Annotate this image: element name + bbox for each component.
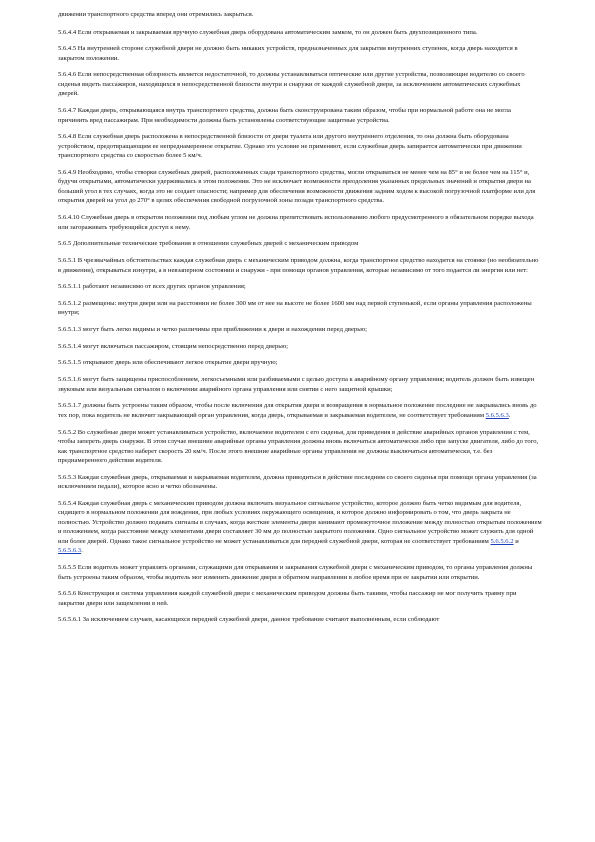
- paragraph-5-6-4-7: 5.6.4.7 Каждая дверь, открывающаяся внутрь транспортного средства, должна быть сконструирована таким образом, чтобы при нормальной работе она не могла причинить вред пассажирам. При необходимости должны быть установлены соответствующие защитные устройства.: [58, 107, 511, 124]
- paragraph-5-6-4-10: 5.6.4.10 Служебная дверь в открытом положении под любым углом не должна препятствовать использованию любого предусмотренного в обязательном порядке выхода или загораживать требующийся доступ к нему.: [58, 214, 534, 231]
- paragraph-5-6-4-5: 5.6.4.5 На внутренней стороне служебной двери не должно быть никаких устройств, предназначенных для закрытия внутренних ступенек, когда дверь находится в закрытом положении.: [58, 45, 518, 62]
- paragraph-5-6-5-1: 5.6.5.1 В чрезвычайных обстоятельствах каждая служебная дверь с механическим приводом должна, когда транспортное средство находится на стоянке (но необязательно в движении), открываться изнутри, а в невзаперном состоянии и снаружи - при помощи органов управления, которые независимо от того подается ли энергия или нет:: [58, 257, 539, 274]
- paragraph-5-6-4-8: 5.6.4.8 Если служебная дверь расположена в непосредственной близости от двери туалета или другого внутреннего отделения, то она должна быть оборудована устройством, предотвращающим ее непреднамеренное открытие. Однако это условие не применяют, если служебная дверь запирается автоматически при движении транспортного средства со скоростью более 5 км/ч.: [58, 133, 522, 160]
- cross-reference-link[interactable]: 5.6.5.6.3: [58, 547, 82, 555]
- paragraph-text: .: [508, 411, 511, 419]
- paragraph-5-6-5-1-6: 5.6.5.1.6 могут быть защищены приспособлением, легкосъемными или разбиваемыми с целью доступа к аварийному органу управления; водитель должен быть извещен звуковым или визуальным сигналом о включении аварийного органа управления или снятии с него защитной крышки;: [58, 376, 535, 393]
- paragraph-5-6-5-1-1: 5.6.5.1.1 работают независимо от всех других органов управления;: [58, 283, 246, 291]
- paragraph-5-6-5-2: 5.6.5.2 Во служебные двери может устанавливаться устройство, включаемое водителем с его сиденья, для приведения в действие аварийных органов управления с тем, чтобы запереть дверь снаружи. В этом случае внешние аварийные органы управления должны вновь включаться автоматически либо при запуске двигателя, либо до того, как транспортное средство наберет скорость 20 км/ч. После этого внешние аварийные органы управления не должны выключаться автоматически, т.е. без преднамеренного действия водителя.: [58, 428, 539, 464]
- paragraph-5-6-5-4: [58, 499, 542, 556]
- paragraph-5-6-5-1-4: 5.6.5.1.4 могут включаться пассажиром, стоящим непосредственно перед дверью;: [58, 342, 288, 350]
- paragraph-text: .: [81, 547, 83, 555]
- cross-reference-link[interactable]: 5.6.5.6.3: [485, 411, 509, 419]
- document-page: [58, 10, 542, 632]
- paragraph-text: 5.6.5.4 Каждая служебная дверь с механическим приводом должна включать визуальное сигнальное устройство, которое должно быть четко видимым для водителя, сидящего в нормальном положении для вождения, при любых условиях окружающего освещения, и которое должно информировать о том, что дверь закрыта не полностью. Устройство должно подавать сигналы в случаях, когда жесткие элементы двери занимают промежуточное положение между полностью открытым положением и положением, когда расстояние между элементами двери составляет 30 мм до полностью закрытого положения. Одно сигнальное устройство может служить для одной или более дверей. Однако такое сигнальное устройство не может устанавливаться для передней служебной двери, которая не соответствует требованиям: [58, 499, 542, 545]
- paragraph-5-6-5-1-5: 5.6.5.1.5 открывают дверь или обеспечивают легкое открытие двери вручную;: [58, 359, 278, 367]
- paragraph-5-6-5-1-2: 5.6.5.1.2 размещены: внутри двери или на расстоянии не более 300 мм от нее на высоте не более 1600 мм над первой ступенькой, если органы управления расположены внутри;: [58, 299, 532, 317]
- paragraph-5-6-4-9: 5.6.4.9 Необходимо, чтобы створки служебных дверей, расположенных сзади транспортного средства, могли открываться не менее чем на 85° и не более чем на 115° и, будучи открытыми, автоматически удерживались в этом положении. Это не исключает возможности преодоления указанных предельных значений и открытия двери на больший угол в тех случаях, когда это не создает опасности; например для обеспечения возможности движения задним ходом к высокой погрузочной платформе или для открытия дверей на угол до 270° в целях обеспечения свободной погрузочной зоны позади транспортного средства.: [58, 168, 536, 205]
- paragraph-5-6-5-6: 5.6.5.6 Конструкция и система управления каждой служебной двери с механическим приводом должны быть такими, чтобы пассажир не мог получить травму при закрытии двери или защемлении в ней.: [58, 590, 517, 607]
- paragraph-5-6-5-1-7: [58, 401, 542, 420]
- paragraph-text: 5.6.5.1.7 должны быть устроены таким образом, чтобы после включения для открытия двери и возвращения в нормальное положение последние не закрывались вновь до тех пор, пока водитель не включит закрывающий орган управления, когда дверь, открываемая и закрываемая водителем, не соответствует требованиям: [58, 402, 537, 419]
- cross-reference-link[interactable]: 5.6.5.6.2: [490, 537, 514, 545]
- paragraph-5-6-5-6-1: 5.6.5.6.1 За исключением случаев, касающихся передней служебной двери, данное требование считают выполненным, если соблюдают: [58, 616, 440, 624]
- paragraph-5-6-5-3: 5.6.5.3 Каждая служебная дверь, открываемая и закрываемая водителем, должна приводиться в действие последним со своего сиденья при помощи органа управления (за исключением педали), которое ясно и четко обозначены.: [58, 473, 537, 491]
- paragraph-text: и: [513, 537, 519, 545]
- paragraph-5-6-4-4: 5.6.4.4 Если открываемая и закрываемая вручную служебная дверь оборудована автоматическим замком, то он должен быть двухпозиционного типа.: [58, 28, 478, 36]
- paragraph-5-6-5-5: 5.6.5.5 Если водитель может управлять органами, служащими для открывания и закрывания служебной двери с механическим приводом, то органы управления должны быть устроены таким образом, чтобы водитель мог изменить движение двери в обратном направлении в любое время при ее закрытии или открытии.: [58, 564, 533, 581]
- section-heading-5-6-5: 5.6.5 Дополнительные технические требования в отношении служебных дверей с механическим приводом: [58, 240, 359, 248]
- paragraph-5-6-5-1-3: 5.6.5.1.3 могут быть легко видимы и четко различимы при приближении к двери и нахождении перед дверью;: [58, 326, 367, 334]
- paragraph-continuation: движении транспортного средства вперед они отремились закрыться.: [58, 11, 254, 18]
- paragraph-5-6-4-6: 5.6.4.6 Если непосредственная обзорность является недостаточной, то должны устанавливаться оптические или другие устройства, позволяющие водителю со своего сиденья видеть пассажиров, находящихся в непосредственной близости внутри и снаружи от каждой служебной двери, за исключением автоматических служебных дверей.: [58, 71, 525, 98]
